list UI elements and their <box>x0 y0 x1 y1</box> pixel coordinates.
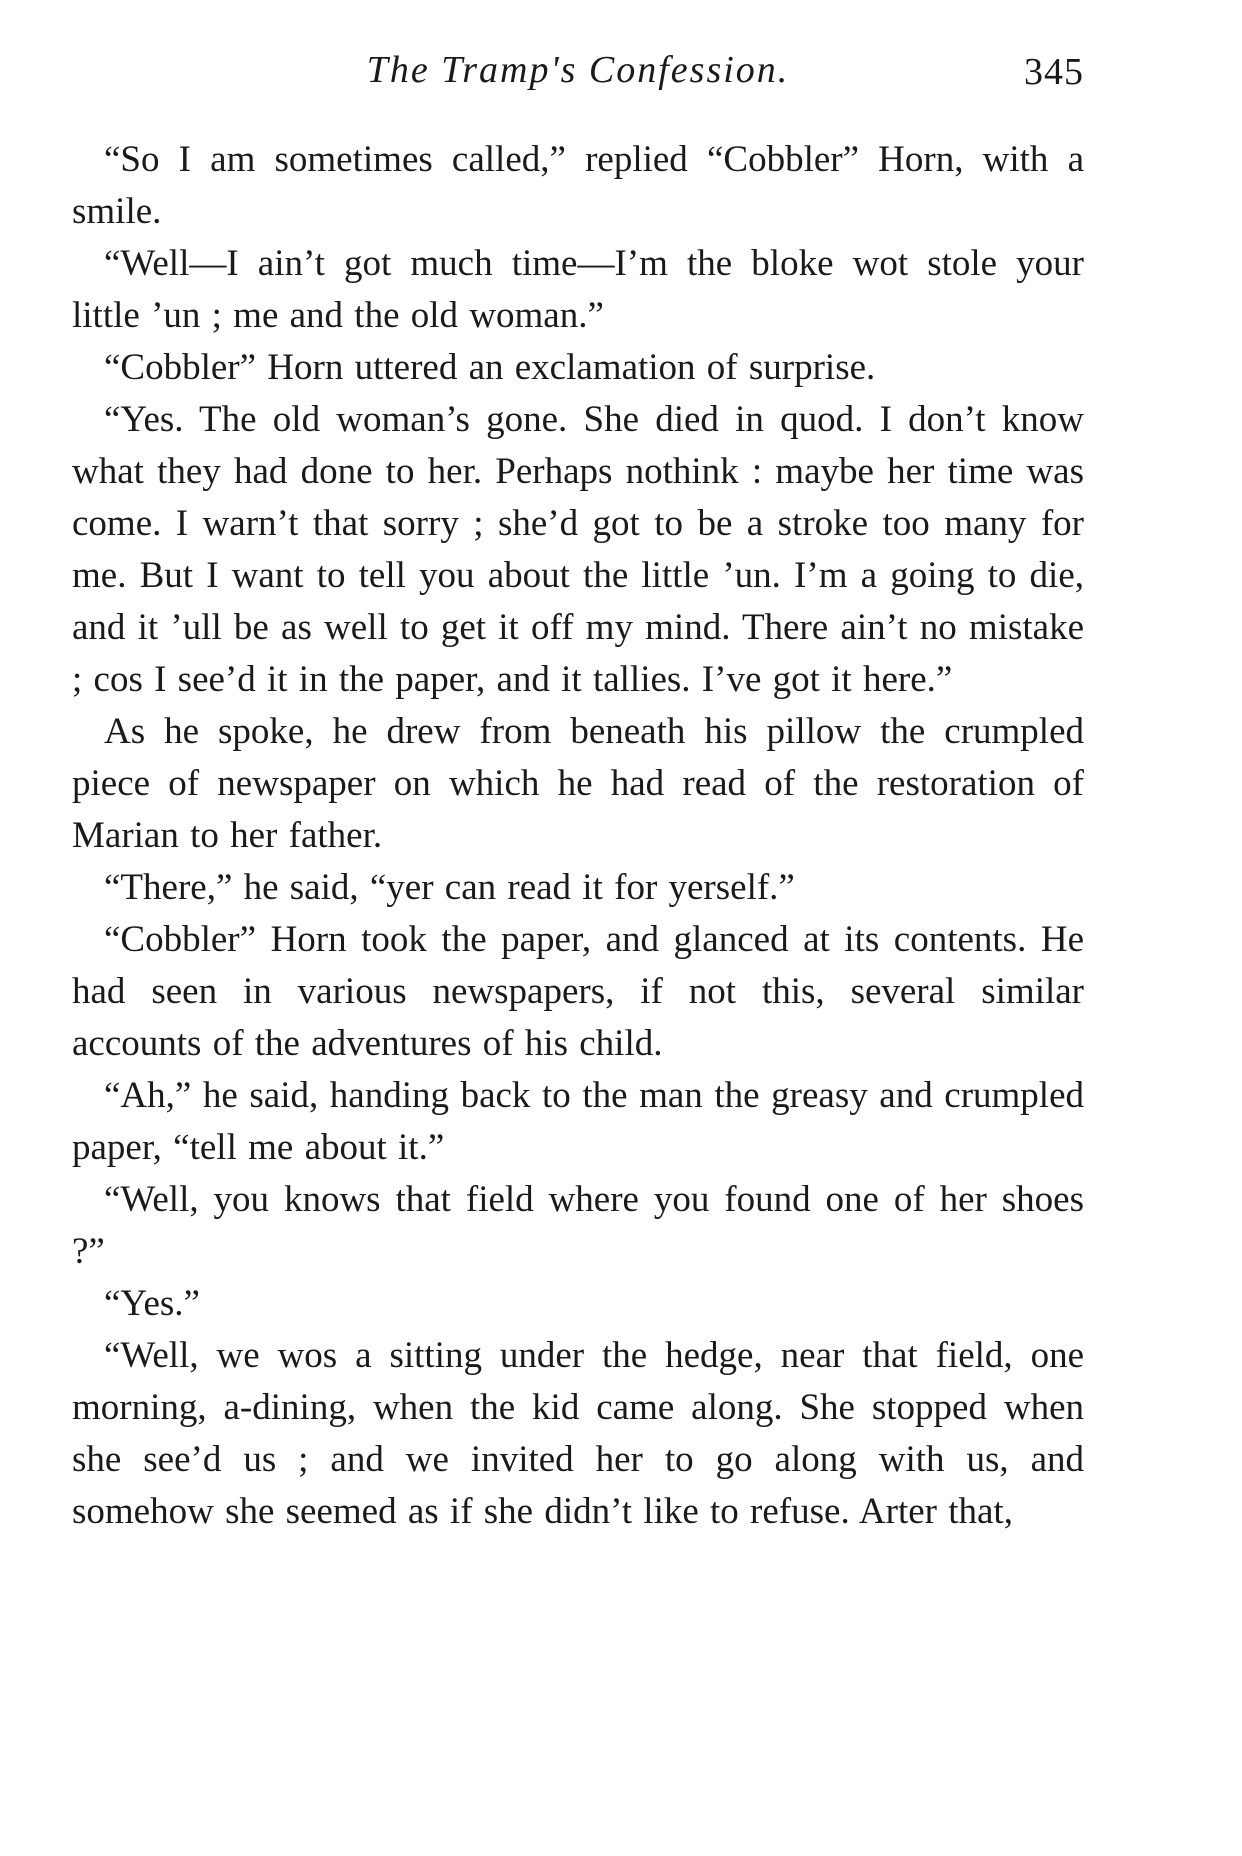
paragraph: “Well—I ain’t got much time—I’m the bloke wot stole your little ’un ; me and the old woman.” <box>72 243 1084 336</box>
paragraph: “Yes. The old woman’s gone. She died in quod. I don’t know what they had done to her. Perhaps nothink : maybe her time was come. I warn’t that sorry ; she’d got to be a stroke too many for me. But I want to tell you about the little ’un. I’m a going to die, and it ’ull be as well to get it off my mind. There ain’t no mistake ; cos I see’d it in the paper, and it tallies. I’ve got it here.” <box>72 399 1084 700</box>
paragraph: “Cobbler” Horn took the paper, and glanced at its contents. He had seen in various newspapers, if not this, several similar accounts of the adventures of his child. <box>72 919 1084 1064</box>
running-title: The Tramp's Confession. <box>366 49 790 91</box>
page-number: 345 <box>1024 51 1084 93</box>
paragraph: “There,” he said, “yer can read it for yerself.” <box>104 867 795 908</box>
paragraph: “Well, you knows that field where you found one of her shoes ?” <box>72 1179 1084 1272</box>
book-page <box>72 28 1084 1538</box>
paragraph: As he spoke, he drew from beneath his pillow the crumpled piece of newspaper on which he had read of the restoration of Marian to her father. <box>72 711 1084 856</box>
paragraph: “Well, we wos a sitting under the hedge, near that field, one morning, a-dining, when the kid came along. She stopped when she see’d us ; and we invited her to go along with us, and somehow she seemed as if she didn’t like to refuse. Arter that, <box>72 1335 1084 1532</box>
paragraph: “So I am sometimes called,” replied “Cobbler” Horn, with a smile. <box>72 139 1084 232</box>
paragraph: “Ah,” he said, handing back to the man the greasy and crumpled paper, “tell me about it.” <box>72 1075 1084 1168</box>
running-head <box>72 28 1084 112</box>
paragraph: “Cobbler” Horn uttered an exclamation of surprise. <box>104 347 876 388</box>
paragraph: “Yes.” <box>104 1283 200 1324</box>
body-text <box>72 134 1084 1538</box>
